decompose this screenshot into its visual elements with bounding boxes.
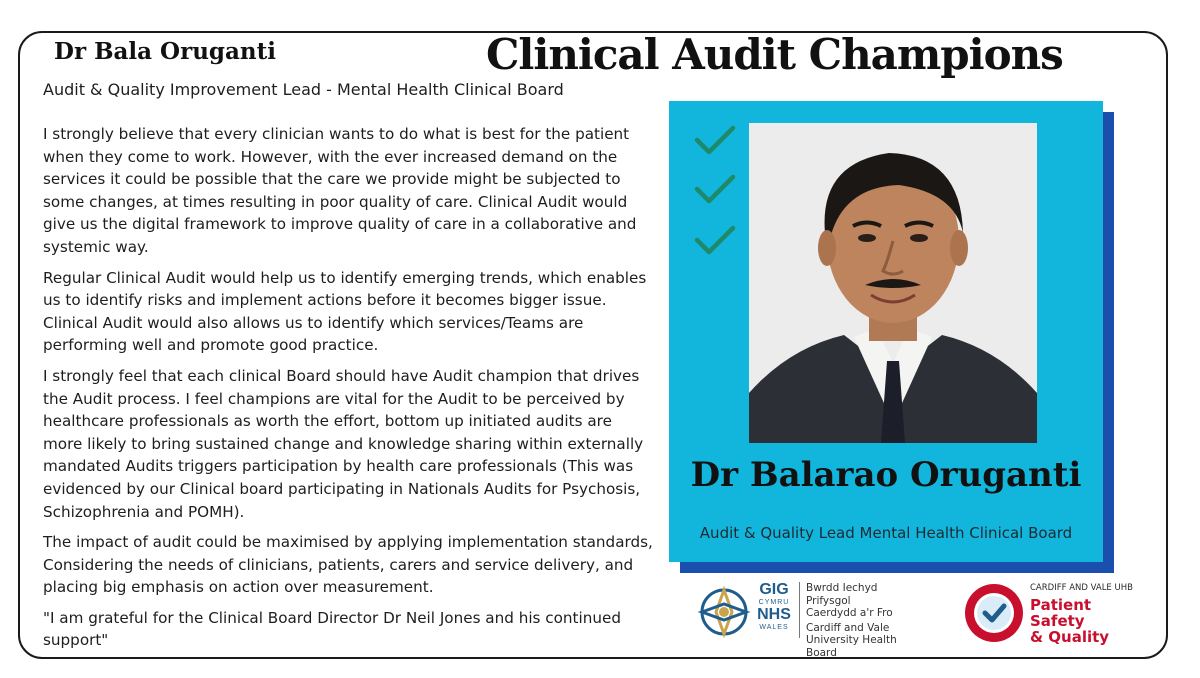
portrait-photo [749, 123, 1037, 443]
checkmark-icon [693, 173, 737, 205]
divider [799, 582, 800, 638]
paragraph: The impact of audit could be maximised by applying implementation standards, Considering the needs of clinicians, patients, carers and service delivery, and placing big emphasis on action over measurement. [43, 533, 653, 597]
english-name-line2: University Health Board [806, 634, 897, 659]
nhs-wales-logo [696, 580, 916, 659]
checkmark-icon [693, 124, 737, 156]
checkmark-icon [693, 224, 737, 256]
safety-seal-icon [963, 582, 1025, 644]
paragraph: "I am grateful for the Clinical Board Director Dr Neil Jones and his continued support" [43, 608, 621, 650]
author-name: Dr Bala Oruganti [54, 38, 277, 65]
welsh-name-line1: Bwrdd Iechyd Prifysgol [806, 582, 878, 607]
wales-text: WALES [759, 624, 789, 631]
english-name-line1: Cardiff and Vale [806, 621, 890, 634]
psq-org: CARDIFF AND VALE UHB [1030, 583, 1133, 593]
paragraph: I strongly believe that every clinician wants to do what is best for the patient when they come to work. However, with the ever increased demand on the services it could be possible that the care we provide might be subjected to some changes, at times resulting in poor quality of care. Clinical Audit would give us the digital framework to improve quality of care in a collaborative and systemic way. [43, 125, 637, 256]
profile-role: Audit & Quality Lead Mental Health Clinical Board [699, 524, 1073, 542]
author-role: Audit & Quality Improvement Lead - Mental Health Clinical Board [43, 80, 564, 99]
cymru-text: CYMRU [758, 599, 790, 606]
patient-safety-logo [963, 580, 1143, 646]
dragon-knot-icon [696, 582, 752, 642]
page-title: Clinical Audit Champions [486, 30, 1063, 79]
nhs-text: NHS [757, 606, 791, 623]
gig-text: GIG [759, 581, 789, 598]
profile-name: Dr Balarao Oruganti [690, 455, 1082, 495]
statement-body [43, 123, 655, 660]
psq-title-line2: & Quality [1030, 628, 1110, 646]
psq-title-line1: Patient Safety [1030, 596, 1092, 630]
welsh-name-line2: Caerdydd a'r Fro [806, 607, 893, 619]
paragraph: Regular Clinical Audit would help us to identify emerging trends, which enables us to identify risks and implement actions before it becomes bigger issue. Clinical Audit would also allows us to identify which services/Teams are performing well and promote good practice. [43, 268, 647, 355]
paragraph: I strongly feel that each clinical Board should have Audit champion that drives the Audit process. I feel champions are vital for the Audit to be perceived by healthcare professionals as worth the effort, bottom up initiated audits are more likely to bring sustained change and knowledge sharing within externally mandated Audits triggers participation by health care professionals (This was evidenced by our Clinical board participating in Nationals Audits for Psychosis, Schizophrenia and POMH). [43, 366, 644, 521]
